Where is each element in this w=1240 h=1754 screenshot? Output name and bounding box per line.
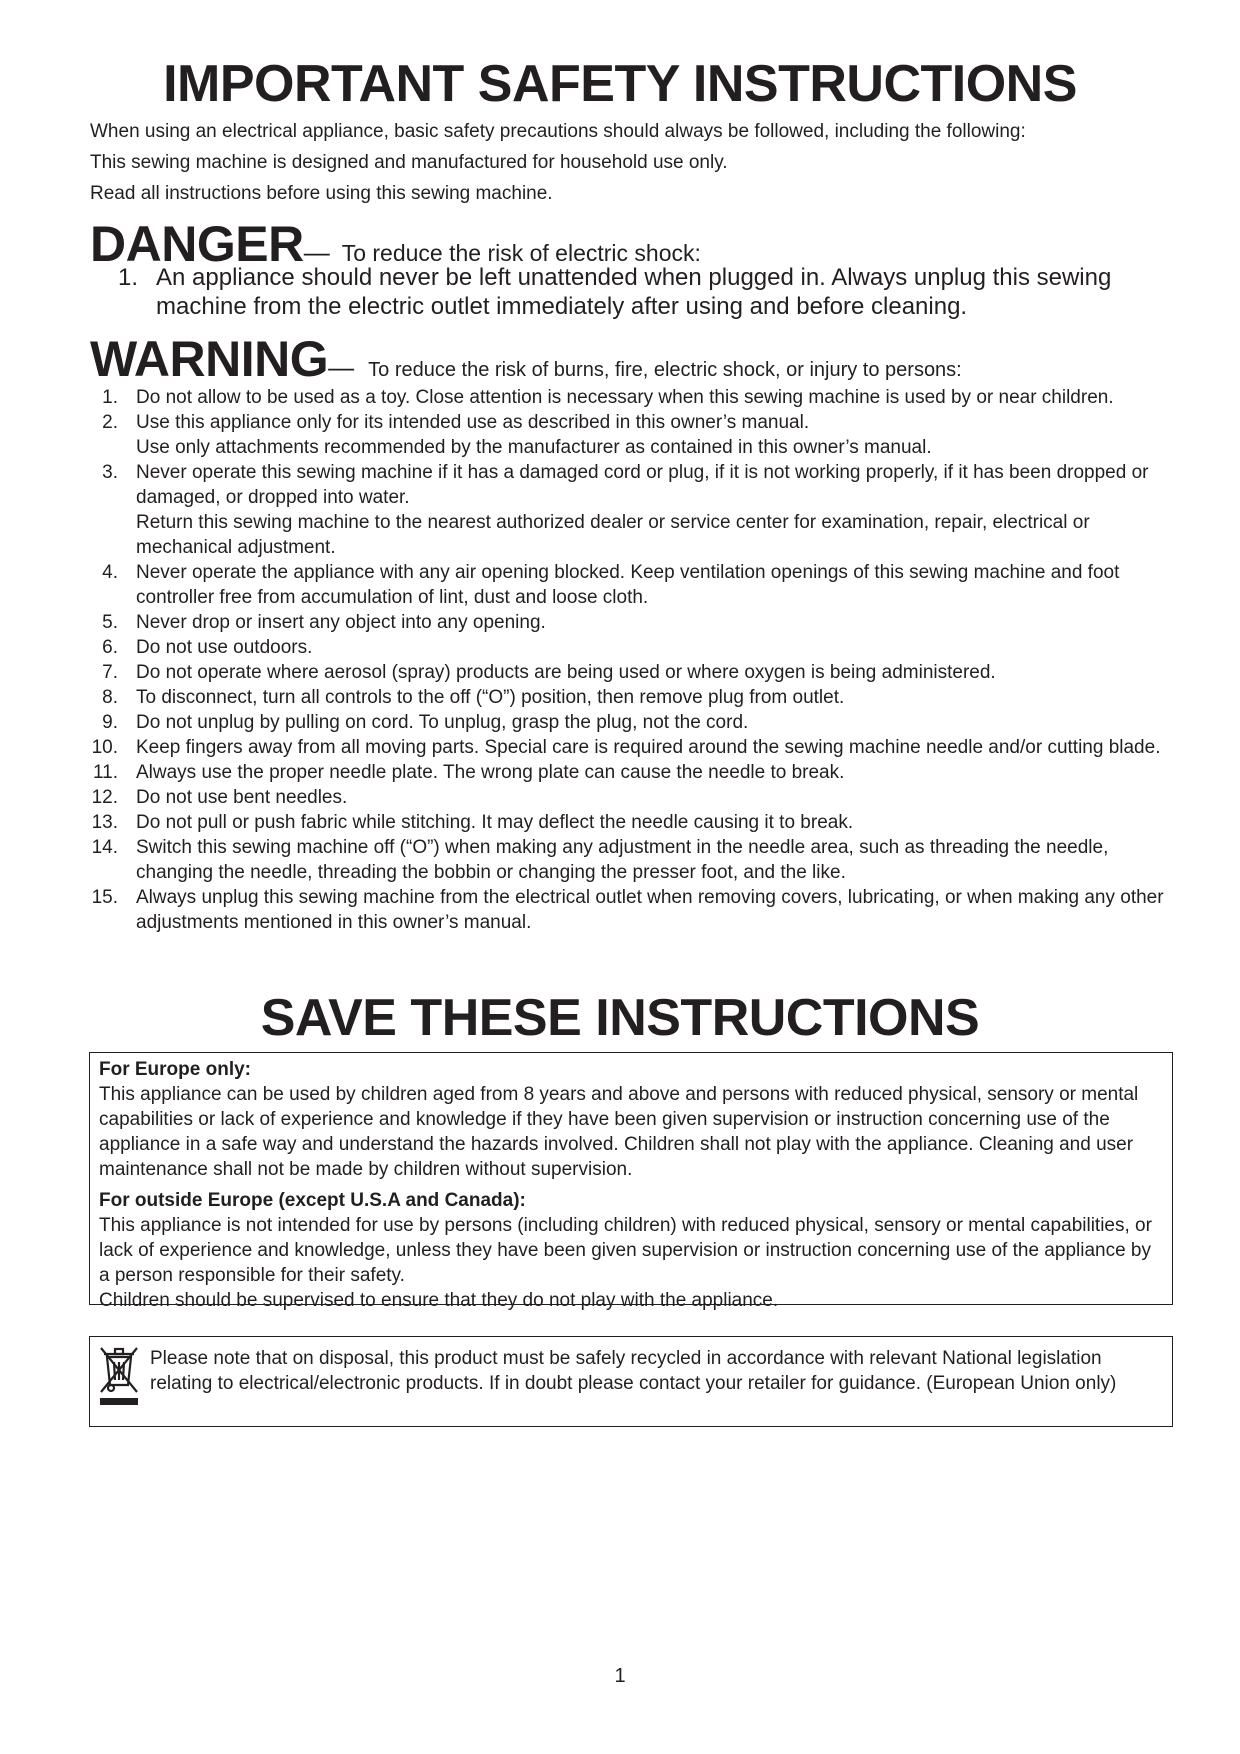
item-number: 11. (92, 762, 118, 783)
item-text: To disconnect, turn all controls to the off (“O”) position, then remove plug from outlet. (136, 687, 845, 708)
item-number: 2. (102, 412, 118, 433)
list-item (70, 410, 1180, 460)
item-text-continued: Use only attachments recommended by the manufacturer as contained in this owner’s manual. (136, 437, 932, 458)
item-text: Do not unplug by pulling on cord. To unplug, grasp the plug, not the cord. (136, 712, 749, 733)
warning-label: WARNING (90, 331, 329, 387)
item-number: 15. (91, 887, 118, 908)
item-text: Keep fingers away from all moving parts. Special care is required around the sewing machine needle and/or cutting blade. (136, 737, 1161, 758)
disposal-text: Please note that on disposal, this product must be safely recycled in accordance with relevant National legislation relating to electrical/electronic products. If in doubt please contact your retailer for guidance. (European Union only) (150, 1348, 1117, 1394)
item-text: Always unplug this sewing machine from the electrical outlet when removing covers, lubricating, or when making any other adjustments mentioned in this owner’s manual. (136, 887, 1164, 933)
item-text: Do not operate where aerosol (spray) products are being used or where oxygen is being administered. (136, 662, 996, 683)
list-item (70, 835, 1180, 885)
list-item (70, 460, 1180, 560)
item-number: 10. (91, 737, 118, 758)
list-item (70, 385, 1180, 410)
notice-box (89, 1052, 1173, 1311)
list-item (70, 685, 1180, 710)
disposal-box (89, 1336, 1173, 1427)
item-text: Do not pull or push fabric while stitching. It may deflect the needle causing it to break. (136, 812, 854, 833)
item-number: 5. (102, 612, 118, 633)
intro-line-1: When using an electrical appliance, basic safety precautions should always be followed, including the following: (90, 121, 1026, 142)
danger-dash: — (303, 237, 330, 267)
item-text: Do not use outdoors. (136, 637, 313, 658)
item-text: Never drop or insert any object into any opening. (136, 612, 546, 633)
list-item (90, 263, 1150, 321)
item-text: Always use the proper needle plate. The wrong plate can cause the needle to break. (136, 762, 845, 783)
list-item (70, 810, 1180, 835)
europe-heading: For Europe only: (99, 1059, 251, 1080)
item-text: Switch this sewing machine off (“O”) when making any adjustment in the needle area, such as threading the needle, changing the needle, threading the bobbin or changing the presser foot, and the like. (136, 837, 1109, 883)
outside-europe-text: This appliance is not intended for use by persons (including children) with reduced physical, sensory or mental capabilities, or lack of experience and knowledge, unless they have been given supervision or instruction concerning use of the appliance by a person responsible for their safety. (99, 1215, 1152, 1286)
item-number: 14. (91, 837, 118, 858)
page-title: IMPORTANT SAFETY INSTRUCTIONS (163, 55, 1077, 113)
list-item (70, 735, 1180, 760)
item-text: Never operate the appliance with any air opening blocked. Keep ventilation openings of this sewing machine and foot controller free from accumulation of lint, dust and loose cloth. (136, 562, 1120, 608)
europe-text: This appliance can be used by children aged from 8 years and above and persons with reduced physical, sensory or mental capabilities or lack of experience and knowledge if they have been given supervision or instruction concerning use of the appliance in a safe way and understand the hazards involved. Children shall not play with the appliance. Cleaning and user maintenance shall not be made by children without supervision. (99, 1084, 1139, 1180)
item-text: Do not allow to be used as a toy. Close attention is necessary when this sewing machine is used by or near children. (136, 387, 1114, 408)
page-number: 1 (614, 1665, 626, 1687)
list-item (70, 560, 1180, 610)
warning-list (70, 385, 1180, 935)
item-number: 7. (102, 662, 118, 683)
intro-line-2: This sewing machine is designed and manufactured for household use only. (90, 152, 728, 173)
list-item (70, 885, 1180, 935)
item-number: 12. (91, 787, 118, 808)
item-text: Never operate this sewing machine if it has a damaged cord or plug, if it is not working properly, if it has been dropped or damaged, or dropped into water. (136, 462, 1149, 508)
danger-lead: To reduce the risk of electric shock: (341, 240, 701, 266)
warning-heading (90, 330, 962, 390)
item-text: Do not use bent needles. (136, 787, 348, 808)
warning-lead: To reduce the risk of burns, fire, electric shock, or injury to persons: (368, 359, 962, 381)
list-item (70, 660, 1180, 685)
list-item (70, 635, 1180, 660)
list-item (70, 785, 1180, 810)
item-number: 13. (91, 812, 118, 833)
warning-dash: — (328, 352, 355, 382)
item-number: 9. (102, 712, 118, 733)
item-text-continued: Return this sewing machine to the nearest authorized dealer or service center for examination, repair, electrical or mechanical adjustment. (136, 512, 1090, 558)
outside-europe-text-2: Children should be supervised to ensure that they do not play with the appliance. (99, 1290, 779, 1311)
item-number: 1. (102, 387, 118, 408)
danger-label: DANGER (90, 216, 304, 272)
item-text: An appliance should never be left unattended when plugged in. Always unplug this sewing machine from the electric outlet immediately after using and before cleaning. (156, 264, 1112, 320)
item-number: 6. (102, 637, 118, 658)
danger-list (90, 263, 1150, 321)
item-number: 4. (102, 562, 118, 583)
intro-line-3: Read all instructions before using this sewing machine. (90, 183, 553, 204)
item-number: 1. (117, 264, 138, 291)
item-text: Use this appliance only for its intended use as described in this owner’s manual. (136, 412, 810, 433)
item-number: 8. (102, 687, 118, 708)
save-instructions-title: SAVE THESE INSTRUCTIONS (260, 989, 980, 1047)
crossed-out-wheelie-bin-icon (98, 1345, 140, 1407)
outside-europe-heading: For outside Europe (except U.S.A and Canada): (99, 1190, 526, 1211)
list-item (70, 610, 1180, 635)
list-item (70, 760, 1180, 785)
item-number: 3. (102, 462, 118, 483)
list-item (70, 710, 1180, 735)
